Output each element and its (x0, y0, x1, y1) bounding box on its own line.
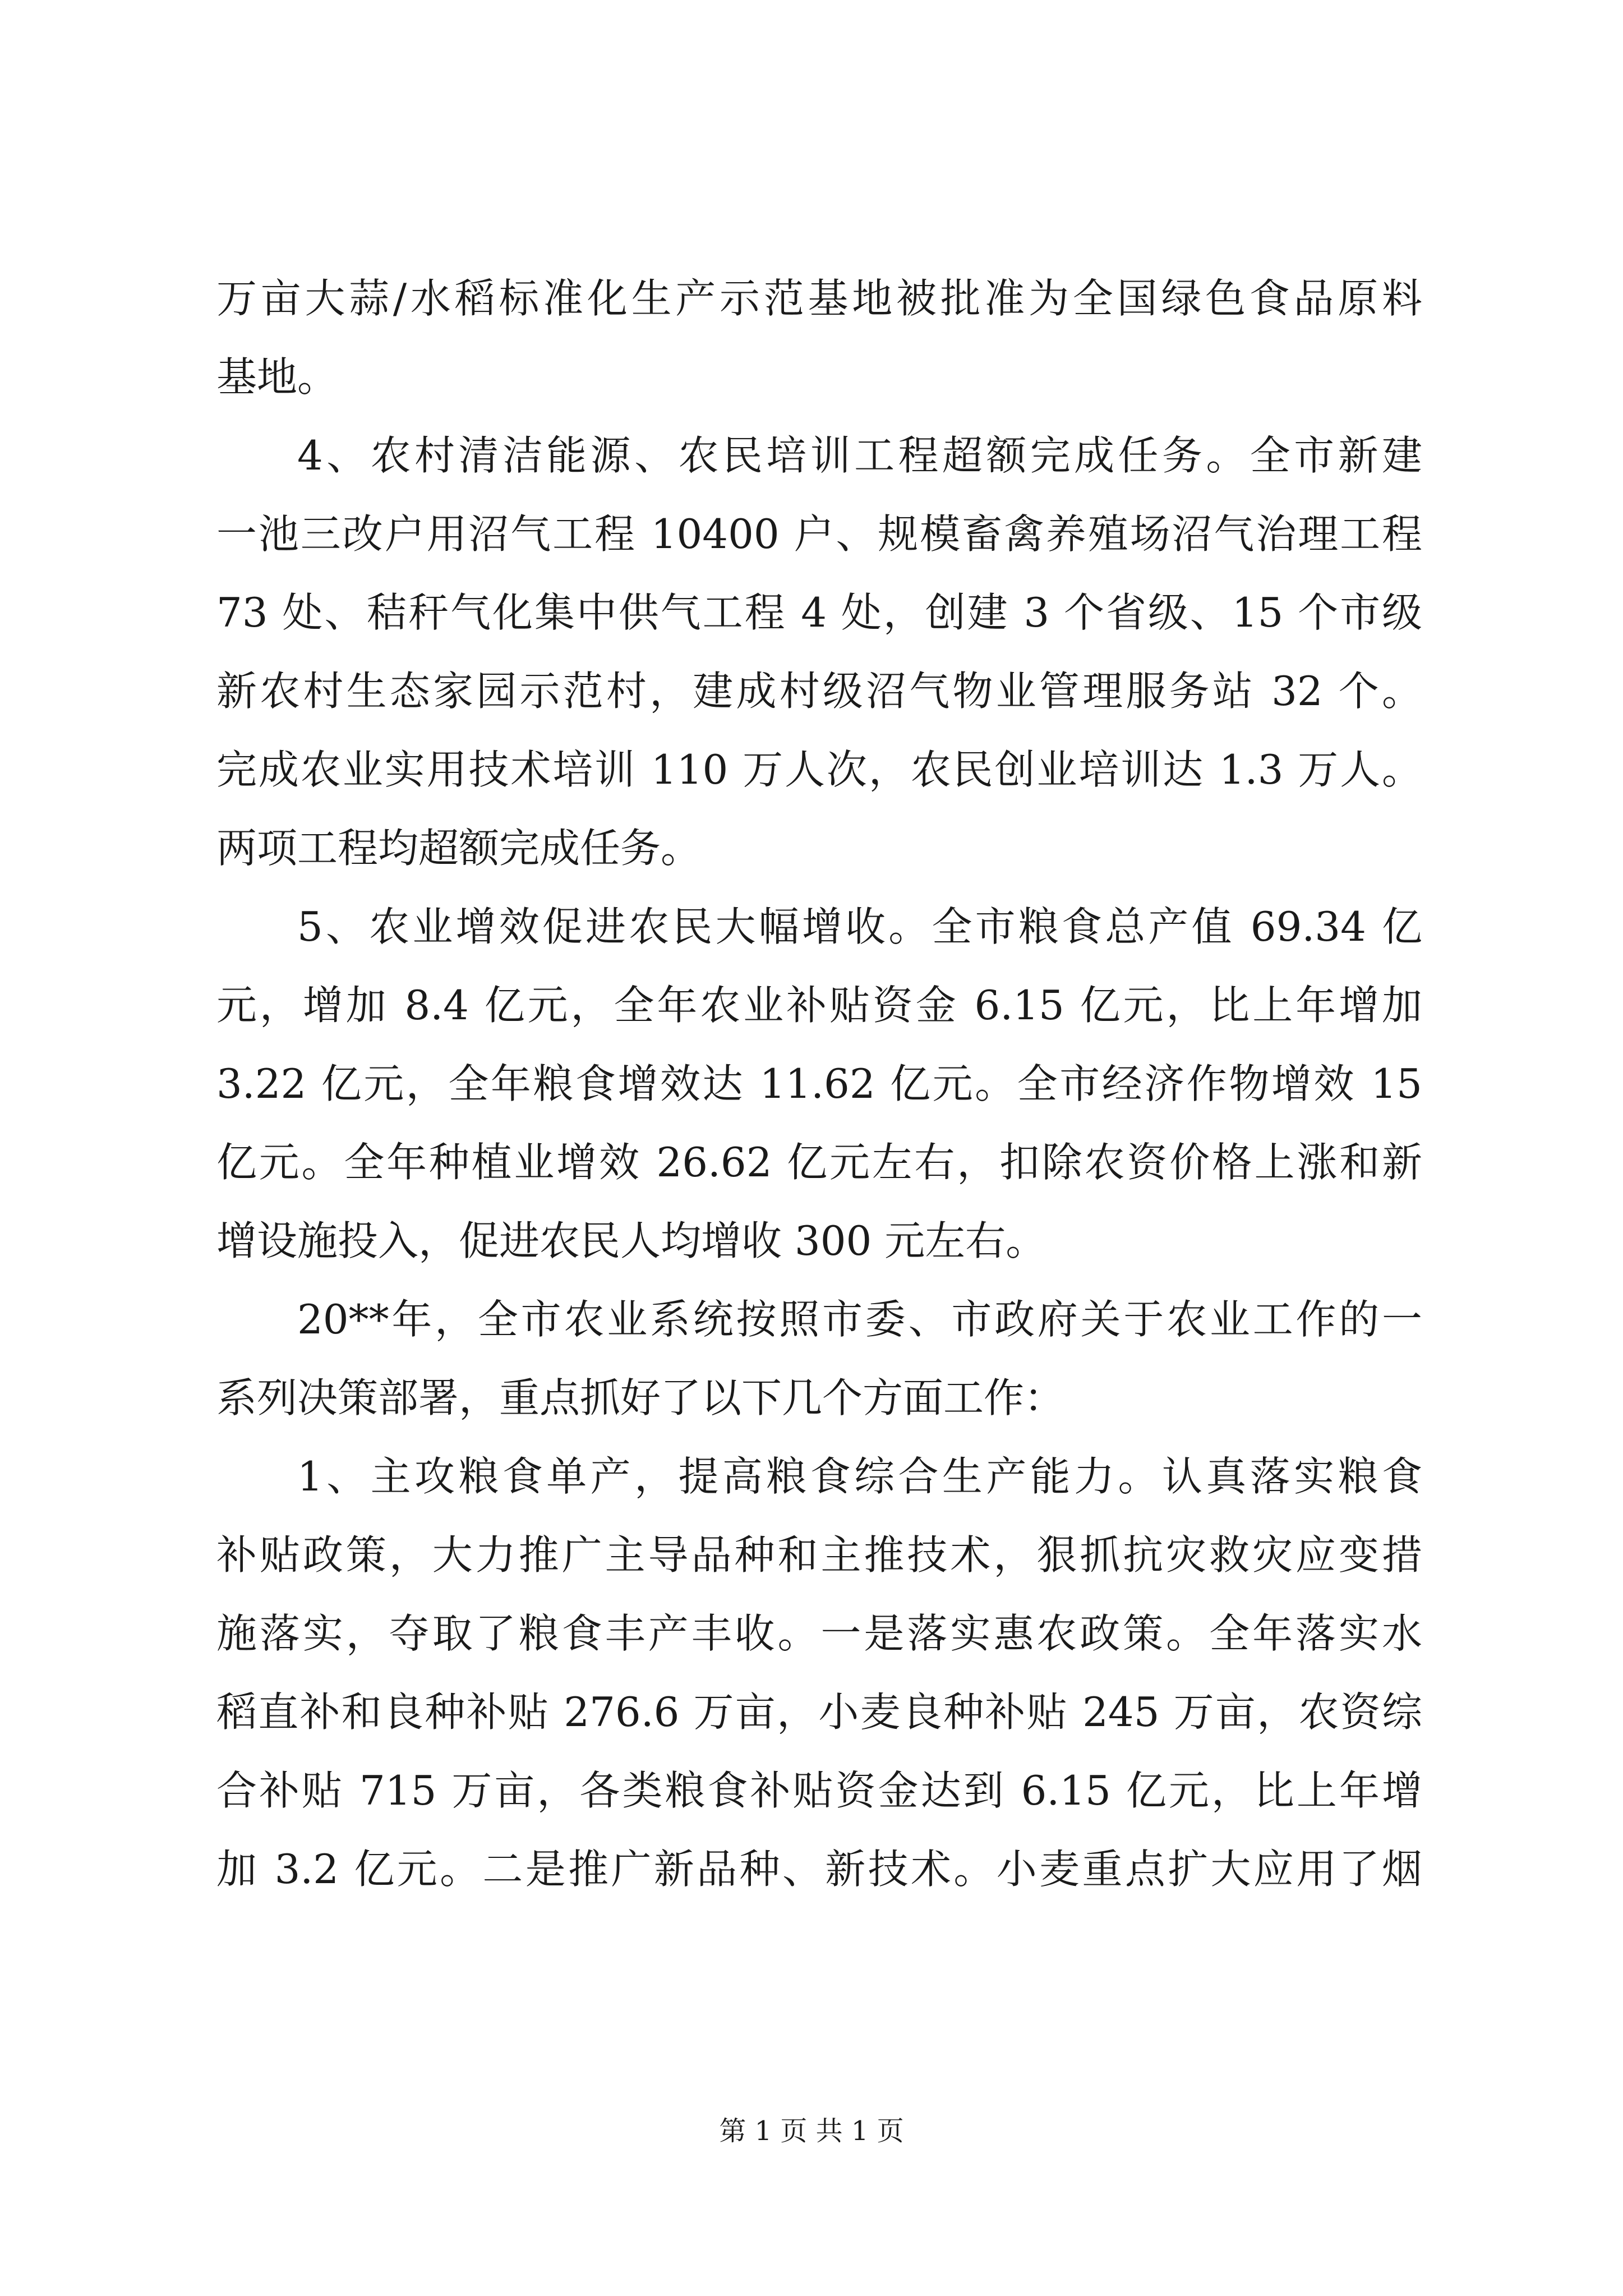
text-line: 万亩大蒜/水稻标准化生产示范基地被批准为全国绿色食品原料 (216, 275, 1422, 322)
text-line: 两项工程均超额完成任务。 (216, 825, 702, 872)
text-line: 施落实，夺取了粮食丰产丰收。一是落实惠农政策。全年落实水 (216, 1610, 1422, 1657)
text-line: 3.22 亿元，全年粮食增效达 11.62 亿元。全市经济作物增效 15 (216, 1060, 1422, 1107)
text-line: 加 3.2 亿元。二是推广新品种、新技术。小麦重点扩大应用了烟 (216, 1846, 1422, 1893)
text-line: 元，增加 8.4 亿元，全年农业补贴资金 6.15 亿元，比上年增加 (216, 982, 1422, 1029)
page-footer: 第 1 页 共 1 页 (719, 2115, 904, 2147)
text-line: 一池三改户用沼气工程 10400 户、规模畜禽养殖场沼气治理工程 (216, 510, 1422, 558)
text-line: 73 处、秸秆气化集中供气工程 4 处，创建 3 个省级、15 个市级 (216, 589, 1422, 636)
text-line: 合补贴 715 万亩，各类粮食补贴资金达到 6.15 亿元，比上年增 (216, 1767, 1422, 1814)
document-body (216, 259, 1422, 1908)
text-line: 完成农业实用技术培训 110 万人次，农民创业培训达 1.3 万人。 (216, 746, 1422, 793)
text-line: 增设施投入，促进农民人均增收 300 元左右。 (216, 1217, 1046, 1264)
text-line: 系列决策部署，重点抓好了以下几个方面工作： (216, 1374, 1065, 1421)
text-line: 补贴政策，大力推广主导品种和主推技术，狠抓抗灾救灾应变措 (216, 1531, 1422, 1579)
text-line: 20**年，全市农业系统按照市委、市政府关于农业工作的一 (297, 1296, 1422, 1343)
text-line: 新农村生态家园示范村，建成村级沼气物业管理服务站 32 个。 (216, 668, 1422, 715)
text-line: 1、主攻粮食单产，提高粮食综合生产能力。认真落实粮食 (297, 1453, 1422, 1500)
text-line: 亿元。全年种植业增效 26.62 亿元左右，扣除农资价格上涨和新 (216, 1139, 1422, 1186)
text-line: 5、农业增效促进农民大幅增收。全市粮食总产值 69.34 亿 (297, 903, 1422, 950)
text-line: 4、农村清洁能源、农民培训工程超额完成任务。全市新建 (297, 432, 1422, 479)
text-line: 基地。 (216, 353, 338, 401)
text-line: 稻直补和良种补贴 276.6 万亩，小麦良种补贴 245 万亩，农资综 (216, 1688, 1422, 1736)
